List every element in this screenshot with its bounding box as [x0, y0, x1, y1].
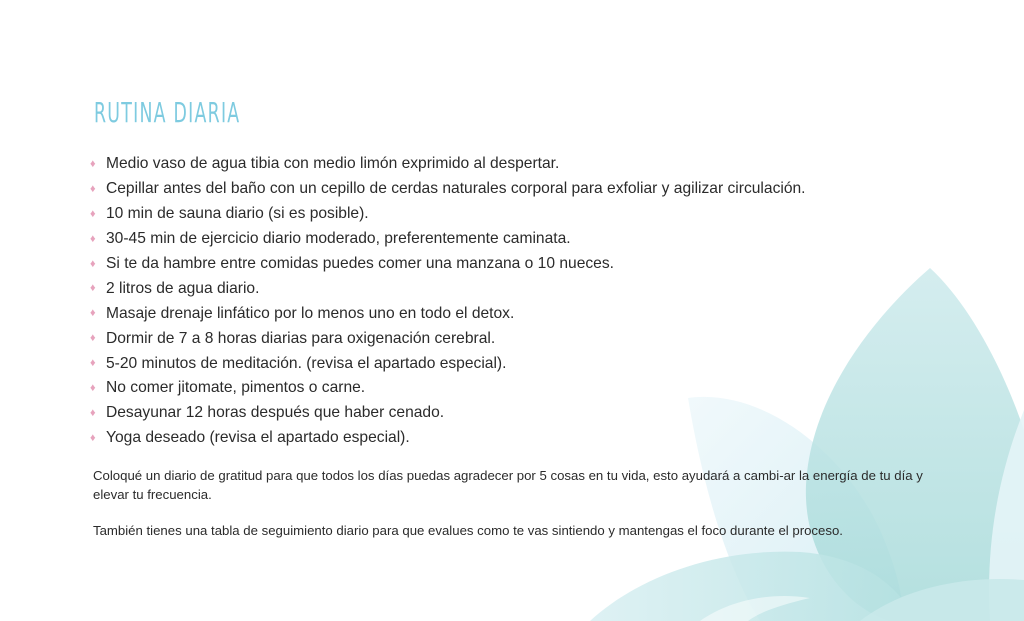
list-item — [90, 376, 806, 401]
list-item — [90, 177, 806, 202]
list-item-text: Masaje drenaje linfático por lo menos uno en todo el detox. — [106, 304, 515, 322]
list-item-text: Desayunar 12 horas después que haber cenado. — [106, 404, 445, 422]
list-item — [90, 426, 806, 451]
list-item-text: Si te da hambre entre comidas puedes comer una manzana o 10 nueces. — [106, 255, 614, 272]
list-item-text: Medio vaso de agua tibia con medio limón exprimido al despertar. — [106, 155, 560, 173]
diamond-bullet-icon: ♦ — [90, 332, 96, 345]
list-item-text: Dormir de 7 a 8 horas diarias para oxigenación cerebral. — [106, 329, 496, 347]
list-item — [90, 252, 806, 277]
list-item-text: 30-45 min de ejercicio diario moderado, preferentemente caminata. — [106, 230, 571, 248]
note-paragraph: Coloqué un diario de gratitud para que todos los días puedas agradecer por 5 cosas en tu vida, esto ayudará a cambi-ar la energía de tu día y elevar tu frecuencia. — [93, 468, 923, 502]
diamond-bullet-icon: ♦ — [90, 357, 96, 370]
list-item — [90, 227, 806, 252]
list-item-text: 2 litros de agua diario. — [106, 279, 260, 297]
diamond-bullet-icon: ♦ — [90, 157, 96, 170]
diamond-bullet-icon: ♦ — [90, 207, 96, 220]
diamond-bullet-icon: ♦ — [90, 257, 96, 270]
diamond-bullet-icon: ♦ — [90, 406, 96, 419]
list-item — [90, 276, 806, 301]
diamond-bullet-icon: ♦ — [90, 182, 96, 195]
diamond-bullet-icon: ♦ — [90, 282, 96, 295]
page-title: RUTINA DIARIA — [94, 96, 241, 129]
notes-section — [93, 466, 938, 557]
list-item — [90, 152, 806, 177]
diamond-bullet-icon: ♦ — [90, 431, 96, 444]
routine-list — [90, 152, 806, 451]
list-item-text: Yoga deseado (revisa el apartado especial). — [106, 429, 410, 447]
list-item-text: 5-20 minutos de meditación. (revisa el apartado especial). — [106, 354, 507, 372]
note-paragraph: También tienes una tabla de seguimiento diario para que evalues como te vas sintiendo y mantengas el foco durante el proceso. — [93, 523, 843, 538]
diamond-bullet-icon: ♦ — [90, 381, 96, 394]
list-item — [90, 326, 806, 351]
list-item-text: No comer jitomate, pimentos o carne. — [106, 379, 366, 397]
list-item — [90, 401, 806, 426]
diamond-bullet-icon: ♦ — [90, 307, 96, 320]
list-item-text: 10 min de sauna diario (si es posible). — [106, 205, 369, 223]
list-item-text: Cepillar antes del baño con un cepillo de cerdas naturales corporal para exfoliar y agilizar circulación. — [106, 180, 806, 198]
diamond-bullet-icon: ♦ — [90, 232, 96, 245]
list-item — [90, 351, 806, 376]
list-item — [90, 202, 806, 227]
list-item — [90, 301, 806, 326]
